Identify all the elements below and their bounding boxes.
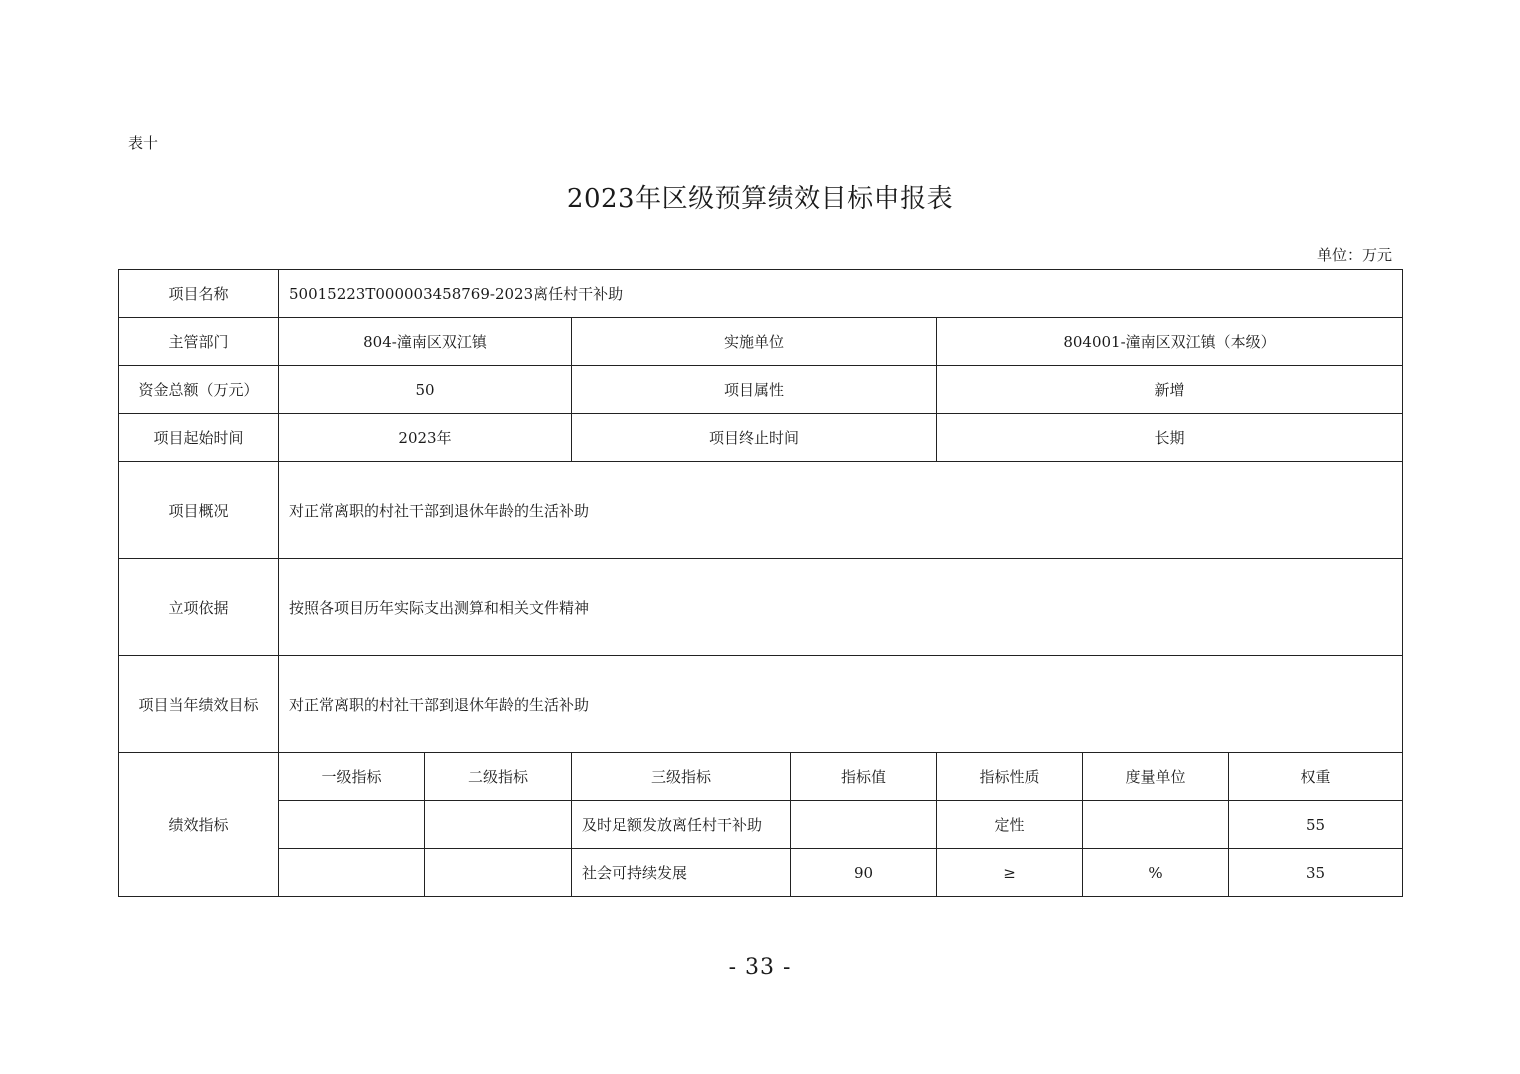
- level1-cell: [279, 801, 425, 849]
- indicator-value-cell: 90: [791, 849, 937, 897]
- end-time-label: 项目终止时间: [572, 414, 937, 462]
- table-label: 表十: [128, 134, 159, 152]
- project-attribute-label: 项目属性: [572, 366, 937, 414]
- indicator-row: [119, 801, 1403, 849]
- indicator-header: 二级指标: [425, 753, 572, 801]
- project-name-value: 50015223T000003458769-2023离任村干补助: [279, 270, 1403, 318]
- indicator-header: 一级指标: [279, 753, 425, 801]
- annual-goal-value: 对正常离职的村社干部到退休年龄的生活补助: [279, 656, 1403, 753]
- indicator-header-row: [119, 753, 1403, 801]
- basis-label: 立项依据: [119, 559, 279, 656]
- end-time-value: 长期: [937, 414, 1403, 462]
- table-row: [119, 366, 1403, 414]
- indicator-header: 指标值: [791, 753, 937, 801]
- table-row: [119, 656, 1403, 753]
- budget-performance-table: [118, 269, 1403, 897]
- level3-cell: 及时足额发放离任村干补助: [572, 801, 791, 849]
- project-attribute-value: 新增: [937, 366, 1403, 414]
- overview-label: 项目概况: [119, 462, 279, 559]
- overview-value: 对正常离职的村社干部到退休年龄的生活补助: [279, 462, 1403, 559]
- start-time-label: 项目起始时间: [119, 414, 279, 462]
- measure-unit-cell: %: [1083, 849, 1229, 897]
- weight-cell: 35: [1229, 849, 1403, 897]
- department-label: 主管部门: [119, 318, 279, 366]
- indicator-header: 指标性质: [937, 753, 1083, 801]
- level2-cell: [425, 801, 572, 849]
- funding-value: 50: [279, 366, 572, 414]
- indicator-row: [119, 849, 1403, 897]
- unit-note: 单位：万元: [1316, 246, 1392, 264]
- project-name-label: 项目名称: [119, 270, 279, 318]
- start-time-value: 2023年: [279, 414, 572, 462]
- indicators-label: 绩效指标: [119, 753, 279, 897]
- indicator-header: 三级指标: [572, 753, 791, 801]
- implementing-unit-label: 实施单位: [572, 318, 937, 366]
- annual-goal-label: 项目当年绩效目标: [119, 656, 279, 753]
- table-row: [119, 462, 1403, 559]
- indicator-value-cell: [791, 801, 937, 849]
- table-row: [119, 318, 1403, 366]
- implementing-unit-value: 804001-潼南区双江镇（本级）: [937, 318, 1403, 366]
- table-row: [119, 270, 1403, 318]
- level1-cell: [279, 849, 425, 897]
- page-number: - 33 -: [728, 955, 792, 980]
- basis-value: 按照各项目历年实际支出测算和相关文件精神: [279, 559, 1403, 656]
- page-title: 2023年区级预算绩效目标申报表: [566, 184, 954, 214]
- weight-cell: 55: [1229, 801, 1403, 849]
- measure-unit-cell: [1083, 801, 1229, 849]
- indicator-nature-cell: ≥: [937, 849, 1083, 897]
- level3-cell: 社会可持续发展: [572, 849, 791, 897]
- indicator-header: 度量单位: [1083, 753, 1229, 801]
- indicator-nature-cell: 定性: [937, 801, 1083, 849]
- indicator-header: 权重: [1229, 753, 1403, 801]
- table-row: [119, 559, 1403, 656]
- funding-label: 资金总额（万元）: [119, 366, 279, 414]
- department-value: 804-潼南区双江镇: [279, 318, 572, 366]
- table-row: [119, 414, 1403, 462]
- level2-cell: [425, 849, 572, 897]
